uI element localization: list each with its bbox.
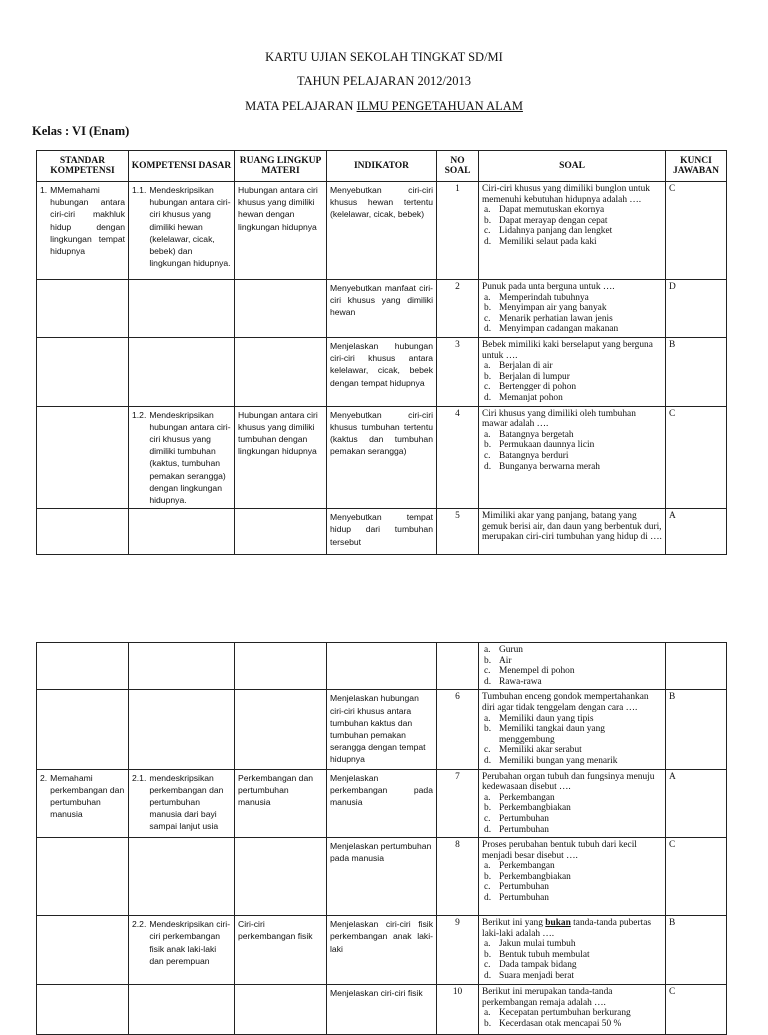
kunci-cell [666, 643, 727, 690]
option-item: a. Gurun [484, 645, 523, 655]
materi-cell: Perkembangan dan pertumbuhan manusia [235, 769, 327, 838]
sk-cell [37, 643, 129, 690]
option-item: c. Dada tampak bidang [484, 960, 577, 971]
table-row [37, 769, 727, 838]
table-row [37, 690, 727, 769]
indikator-cell: Menjelaskan pertumbuhan pada manusia [327, 838, 437, 916]
table-row [37, 280, 727, 338]
soal-cell [479, 337, 666, 406]
sk-number: 1. [40, 185, 48, 195]
kd-text: Mendeskripsikan hubungan antara ciri-ciri khusus yang dimiliki hewan (kelelawar, cicak, bebek) dan lingkungan hidupnya. [149, 185, 231, 269]
kunci-cell: B [666, 337, 727, 406]
title-line-2: TAHUN PELAJARAN 2012/2013 [297, 74, 471, 88]
sk-cell [37, 690, 129, 769]
no-soal-cell: 6 [437, 690, 479, 769]
soal-cell [479, 916, 666, 985]
answer-options [482, 645, 662, 687]
indikator-cell: Menyebutkan manfaat ciri-ciri khusus yang dimiliki hewan [327, 280, 437, 338]
sk-cell [37, 182, 129, 280]
indikator-cell: Menyebutkan ciri-ciri khusus hewan tertentu (kelelawar, cicak, bebek) [327, 182, 437, 280]
option-item: b. Permukaan daunnya licin [484, 440, 595, 451]
kunci-cell: D [666, 280, 727, 338]
emphasis-bukan: bukan [545, 918, 571, 929]
soal-cell [479, 280, 666, 338]
question-text: Ciri khusus yang dimiliki oleh tumbuhan mawar adalah …. [482, 408, 636, 430]
kd-text: mendeskripsikan perkembangan dan pertumbuhan manusia dari bayi sampai lanjut usia [149, 772, 224, 832]
question-text: Mimiliki akar yang panjang, batang yang gemuk berisi air, dan daun yang berbentuk duri, merupakan ciri-ciri tumbuhan yang hidup di …. [482, 511, 662, 543]
option-item: a. Berjalan di air [484, 361, 553, 372]
indikator-cell: Menjelaskan hubungan ciri-ciri khusus antara tumbuhan kaktus dan tumbuhan pemakan serangga dengan tempat hidupnya [327, 690, 437, 769]
option-item: d. Pertumbuhan [484, 893, 549, 904]
question-text: Berikut ini merupakan tanda-tanda perkembangan remaja adalah …. [482, 987, 613, 1008]
subject-prefix: MATA PELAJARAN [245, 99, 357, 113]
no-soal-cell: 1 [437, 182, 479, 280]
subject-name: ILMU PENGETAHUAN ALAM [356, 99, 523, 113]
kd-number: 2.2. [132, 919, 147, 930]
kunci-cell: A [666, 509, 727, 555]
col-header-no-soal: NO SOAL [437, 151, 479, 182]
soal-cell [479, 690, 666, 769]
option-item: b. Dapat merayap dengan cepat [484, 215, 608, 226]
no-soal-cell: 2 [437, 280, 479, 338]
materi-cell [235, 985, 327, 1035]
kd-text: Mendeskripsikan hubungan antara ciri-ciri khusus yang dimiliki tumbuhan (kaktus, tumbuhan pemakan serangga) dengan lingkungan hidupnya. [149, 409, 231, 505]
indikator-cell: Menjelaskan perkembangan pada manusia [327, 769, 437, 838]
indikator-cell: Menyebutkan tempat hidup dari tumbuhan tersebut [327, 509, 437, 555]
table-row [37, 509, 727, 555]
kd-number: 1.1. [132, 185, 147, 195]
kunci-cell: C [666, 985, 727, 1035]
sk-text: Memahami perkembangan dan pertumbuhan manusia [50, 772, 125, 820]
kunci-cell: C [666, 838, 727, 916]
option-item: d. Memanjat pohon [484, 392, 563, 403]
sk-cell [37, 916, 129, 985]
question-text: Berikut ini yang bukan tanda-tanda pubertas laki-laki adalah …. [482, 918, 652, 939]
materi-cell [235, 690, 327, 769]
soal-cell [479, 182, 666, 280]
question-text: Proses perubahan bentuk tubuh dari kecil menjadi besar disebut …. [482, 840, 637, 861]
indikator-cell: Menyebutkan ciri-ciri khusus tumbuhan tertentu (kaktus dan tumbuhan pemakan serangga) [327, 406, 437, 509]
indikator-cell: Menjelaskan ciri-ciri fisik [327, 985, 437, 1035]
question-text: Perubahan organ tubuh dan fungsinya menuju kedewasaan disebut …. [482, 771, 655, 793]
materi-cell: Hubungan antara ciri khusus yang dimiliki hewan dengan lingkungan hidupnya [235, 182, 327, 280]
sk-cell [37, 769, 129, 838]
sk-cell [37, 985, 129, 1035]
option-item: c. Memiliki akar serabut [484, 745, 582, 756]
no-soal-cell: 7 [437, 769, 479, 838]
kunci-cell: C [666, 182, 727, 280]
option-item: d. Suara menjadi berat [484, 971, 574, 982]
exam-table-bottom [36, 642, 727, 1035]
answer-options [482, 939, 662, 981]
option-item: c. Lidahnya panjang dan lengket [484, 226, 613, 237]
kd-cell [129, 916, 235, 985]
sk-cell [37, 337, 129, 406]
option-item: a. Kecepatan pertumbuhan berkurang [484, 1008, 631, 1019]
exam-table-top [36, 150, 727, 555]
option-item: c. Batangnya berduri [484, 450, 569, 461]
option-item: d. Memiliki selaut pada kaki [484, 236, 597, 247]
option-item: b. Perkembangbiakan [484, 871, 571, 882]
materi-cell: Hubungan antara ciri khusus yang dimiliki tumbuhan dengan lingkungan hidupnya [235, 406, 327, 509]
option-item: d. Memiliki bungan yang menarik [484, 755, 618, 766]
indikator-cell [327, 643, 437, 690]
option-item: a. Dapat memutuskan ekornya [484, 205, 605, 216]
answer-options [482, 430, 662, 472]
kunci-cell: B [666, 916, 727, 985]
kunci-cell: A [666, 769, 727, 838]
indikator-cell: Menjelaskan ciri-ciri fisik perkembangan anak laki-laki [327, 916, 437, 985]
materi-cell [235, 280, 327, 338]
answer-options [482, 361, 662, 403]
sk-cell [37, 838, 129, 916]
materi-cell: Ciri-ciri perkembangan fisik [235, 916, 327, 985]
table-row [37, 337, 727, 406]
option-item: a. Memiliki daun yang tipis [484, 713, 594, 724]
option-item: b. Berjalan di lumpur [484, 371, 570, 382]
sk-number: 2. [40, 772, 48, 783]
no-soal-cell: 9 [437, 916, 479, 985]
materi-cell [235, 838, 327, 916]
class-label: Kelas : VI (Enam) [32, 124, 130, 138]
answer-options [482, 205, 662, 247]
no-soal-cell: 8 [437, 838, 479, 916]
option-item: c. Pertumbuhan [484, 813, 549, 824]
materi-cell [235, 337, 327, 406]
option-item: b. Perkembangbiakan [484, 803, 571, 814]
kd-cell [129, 838, 235, 916]
answer-options [482, 293, 662, 335]
option-item: a. Perkembangan [484, 792, 555, 803]
kd-cell [129, 182, 235, 280]
materi-cell [235, 509, 327, 555]
sk-cell [37, 406, 129, 509]
answer-options [482, 1008, 662, 1029]
indikator-cell: Menjelaskan hubungan ciri-ciri khusus antara kelelawar, cicak, bebek dengan tempat hidupnya [327, 337, 437, 406]
option-item: a. Batangnya bergetah [484, 429, 574, 440]
option-item: d. Pertumbuhan [484, 824, 549, 835]
soal-cell [479, 838, 666, 916]
soal-cell [479, 985, 666, 1035]
col-header-soal: SOAL [479, 151, 666, 182]
table-row [37, 916, 727, 985]
table-row [37, 643, 727, 690]
option-item: c. Pertumbuhan [484, 882, 549, 893]
col-header-ruang-lingkup: RUANG LINGKUP MATERI [235, 151, 327, 182]
no-soal-cell [437, 643, 479, 690]
sk-cell [37, 280, 129, 338]
option-item: a. Jakun mulai tumbuh [484, 939, 576, 950]
option-item: b. Kecerdasan otak mencapai 50 % [484, 1018, 622, 1029]
materi-cell [235, 643, 327, 690]
col-header-kunci-jawaban: KUNCI JAWABAN [666, 151, 727, 182]
table-row [37, 406, 727, 509]
answer-options [482, 714, 662, 767]
option-item: c. Menempel di pohon [484, 666, 575, 677]
col-header-kompetensi-dasar: KOMPETENSI DASAR [129, 151, 235, 182]
option-item: a. Memperindah tubuhnya [484, 292, 589, 303]
kd-cell [129, 769, 235, 838]
option-item: b. Air [484, 655, 512, 666]
no-soal-cell: 5 [437, 509, 479, 555]
option-item: d. Bunganya berwarna merah [484, 461, 600, 472]
no-soal-cell: 4 [437, 406, 479, 509]
answer-options [482, 861, 662, 903]
soal-cell [479, 406, 666, 509]
answer-options [482, 793, 662, 835]
title-line-3 [0, 99, 768, 114]
kd-cell [129, 509, 235, 555]
kd-cell [129, 690, 235, 769]
question-text: Ciri-ciri khusus yang dimiliki bunglon untuk memenuhi kebutuhan hidupnya adalah …. [482, 184, 650, 205]
sk-text: MMemahami hubungan antara ciri-ciri makhluk hidup dengan lingkungan tempat hidupnya [50, 185, 125, 257]
kd-number: 1.2. [132, 409, 147, 420]
table-row [37, 182, 727, 280]
soal-cell [479, 643, 666, 690]
table-row [37, 838, 727, 916]
question-text: Bebek mimiliki kaki berselaput yang berguna untuk …. [482, 339, 653, 361]
kunci-cell: B [666, 690, 727, 769]
kd-cell [129, 985, 235, 1035]
kd-cell [129, 643, 235, 690]
table-header-row [37, 151, 727, 182]
option-item: b. Menyimpan air yang banyak [484, 303, 607, 314]
kd-number: 2.1. [132, 772, 147, 783]
title-line-1: KARTU UJIAN SEKOLAH TINGKAT SD/MI [265, 50, 503, 64]
question-text: Tumbuhan enceng gondok mempertahankan diri agar tidak tenggelam dengan cara …. [482, 692, 649, 713]
soal-cell [479, 769, 666, 838]
no-soal-cell: 3 [437, 337, 479, 406]
option-item: d. Rawa-rawa [484, 676, 542, 687]
option-item: b. Bentuk tubuh membulat [484, 949, 590, 960]
no-soal-cell: 10 [437, 985, 479, 1035]
option-item: b. Memiliki tangkai daun yang menggembung [484, 724, 605, 745]
kd-cell [129, 337, 235, 406]
option-item: d. Menyimpan cadangan makanan [484, 324, 619, 335]
table-row [37, 985, 727, 1035]
kd-text: Mendeskripsikan ciri-ciri perkembangan fisik anak laki-laki dan perempuan [149, 919, 231, 966]
col-header-standar-kompetensi: STANDAR KOMPETENSI [37, 151, 129, 182]
kd-cell [129, 406, 235, 509]
option-item: c. Menarik perhatian lawan jenis [484, 313, 613, 324]
question-text: Punuk pada unta berguna untuk …. [482, 282, 615, 292]
kunci-cell: C [666, 406, 727, 509]
option-item: c. Bertengger di pohon [484, 382, 577, 393]
col-header-indikator: INDIKATOR [327, 151, 437, 182]
option-item: a. Perkembangan [484, 861, 555, 872]
soal-cell [479, 509, 666, 555]
kd-cell [129, 280, 235, 338]
sk-cell [37, 509, 129, 555]
